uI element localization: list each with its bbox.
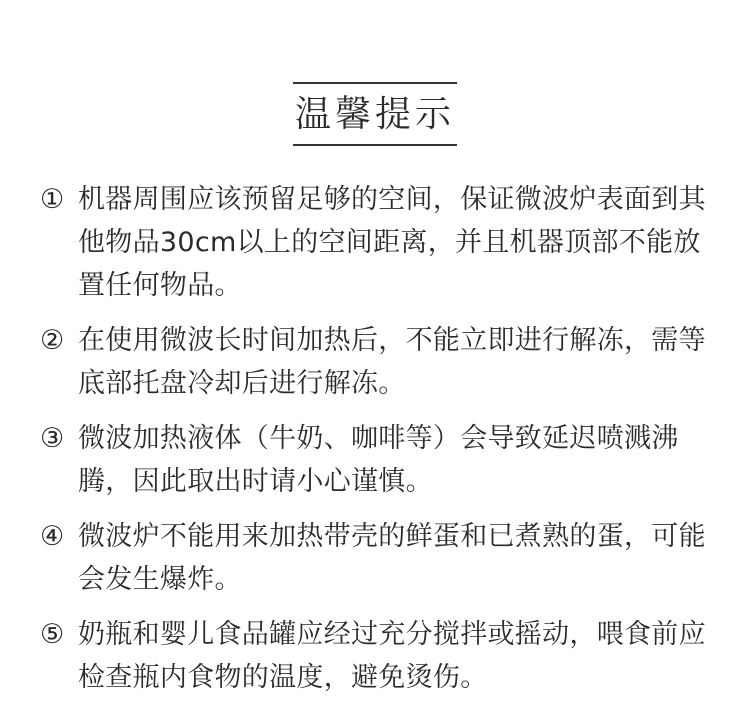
title-frame [293, 82, 457, 146]
tip-number: ① [40, 184, 65, 215]
tip-item-5 [40, 613, 710, 699]
tip-item-1 [40, 178, 710, 307]
tip-text: 机器周围应该预留足够的空间，保证微波炉表面到其他物品30cm以上的空间距离，并且机器顶部不能放置任何物品。 [78, 184, 706, 301]
tip-text: 在使用微波长时间加热后，不能立即进行解冻，需等底部托盘冷却后进行解冻。 [78, 325, 706, 399]
title-section [0, 82, 750, 146]
tip-text: 微波炉不能用来加热带壳的鲜蛋和已煮熟的蛋，可能会发生爆炸。 [78, 521, 706, 595]
tip-item-2 [40, 319, 710, 405]
page-title: 温馨提示 [294, 94, 455, 135]
tip-item-4 [40, 515, 710, 601]
tip-number: ⑤ [40, 619, 65, 650]
tip-text: 微波加热液体（牛奶、咖啡等）会导致延迟喷溅沸腾，因此取出时请小心谨慎。 [78, 423, 679, 497]
tip-number: ② [40, 325, 65, 356]
tip-number: ④ [40, 521, 65, 552]
tips-list [40, 178, 710, 711]
tip-item-3 [40, 417, 710, 503]
tip-number: ③ [40, 423, 65, 454]
tip-text: 奶瓶和婴儿食品罐应经过充分搅拌或摇动，喂食前应检查瓶内食物的温度，避免烫伤。 [78, 619, 706, 693]
